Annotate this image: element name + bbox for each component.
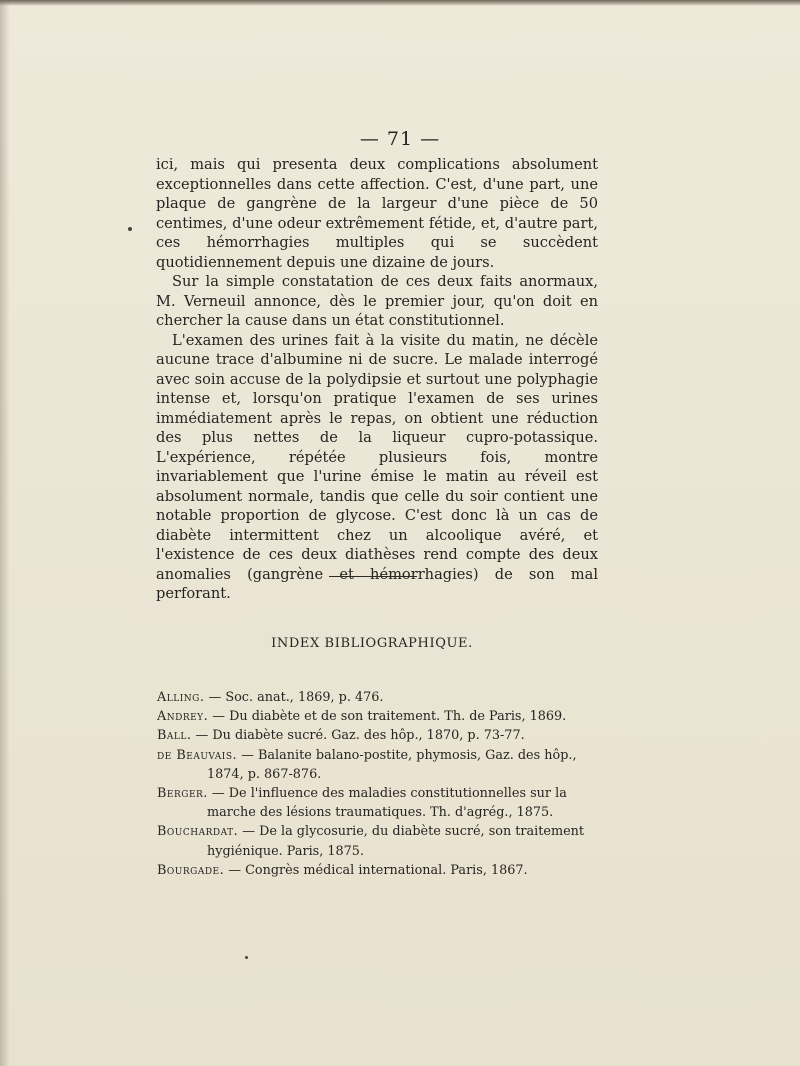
- entry-author: Bourgade.: [157, 862, 225, 878]
- entry-text: — Congrès médical international. Paris, 1867.: [224, 862, 528, 878]
- page-top-edge: [0, 0, 800, 6]
- entry-text: — Soc. anat., 1869, p. 476.: [204, 690, 384, 705]
- bibliography-entry: [157, 861, 605, 880]
- bibliography-entry: [157, 726, 605, 745]
- entry-author: Bouchardat.: [157, 824, 239, 840]
- entry-author: Ball.: [157, 728, 192, 744]
- index-heading: INDEX BIBLIOGRAPHIQUE.: [271, 636, 473, 651]
- paragraph-verneuil: Sur la simple constatation de ces deux faits anormaux, M. Verneuil annonce, dès le premier jour, qu'on doit en chercher la cause dans un état constitutionnel.: [156, 273, 598, 329]
- entry-text: — Balanite balano-postite, phymosis, Gaz. des hôp., 1874, p. 867-876.: [207, 747, 577, 782]
- bibliography-list: [157, 688, 605, 880]
- bibliography-entry: [157, 746, 605, 784]
- entry-text: — Du diabète sucré. Gaz. des hôp., 1870, p. 73-77.: [191, 728, 525, 744]
- section-divider: [329, 576, 417, 577]
- paragraph-continuation: ici, mais qui presenta deux complications absolument exceptionnelles dans cette affection. C'est, d'une part, une plaque de gangrène de la largeur d'une pièce de 50 centimes, d'une odeur extrêmement fétide, et, d'autre part, ces hémorrhagies multiples qui se succèdent quotidiennement depuis une dizaine de jours.: [156, 156, 598, 271]
- entry-text: — De la glycosurie, du diabète sucré, son traitement hygiénique. Paris, 1875.: [207, 824, 585, 859]
- body-text: [156, 155, 598, 604]
- bibliography-entry: [157, 784, 605, 822]
- entry-author: de Beauvais.: [157, 747, 238, 763]
- page-number: — 71 —: [359, 128, 441, 150]
- bibliography-entry: [157, 822, 605, 860]
- paper-speck: [245, 956, 248, 959]
- page-left-edge: [0, 0, 10, 1066]
- entry-author: Berger.: [157, 786, 208, 802]
- entry-text: — De l'influence des maladies constitutionnelles sur la marche des lésions traumatiques. Th. d'agrég., 1875.: [207, 786, 567, 821]
- entry-text: — Du diabète et de son traitement. Th. de Paris, 1869.: [208, 709, 567, 725]
- entry-author: Andrey.: [157, 709, 209, 725]
- paragraph-examen-urines: L'examen des urines fait à la visite du matin, ne décèle aucune trace d'albumine ni de sucre. Le malade interrogé avec soin accuse de la polydipsie et surtout une polyphagie intense et, lorsqu'on pratique l'examen de ses urines immédiatement après le repas, on obtient une réduction des plus nettes de la liqueur cupro-potassique. L'expérience, répétée plusieurs fois, montre invariablement que l'urine émise le matin au réveil est absolument normale, tandis que celle du soir contient une notable proportion de glycose. C'est donc là un cas de diabète intermittent chez un alcoolique avéré, et l'existence de ces deux diathèses rend compte des deux anomalies (gangrène et hémorrhagies) de son mal perforant.: [156, 331, 598, 602]
- paper-speck: [128, 227, 132, 231]
- bibliography-entry: [157, 688, 605, 707]
- entry-author: Alling.: [157, 690, 205, 705]
- bibliography-entry: [157, 707, 605, 726]
